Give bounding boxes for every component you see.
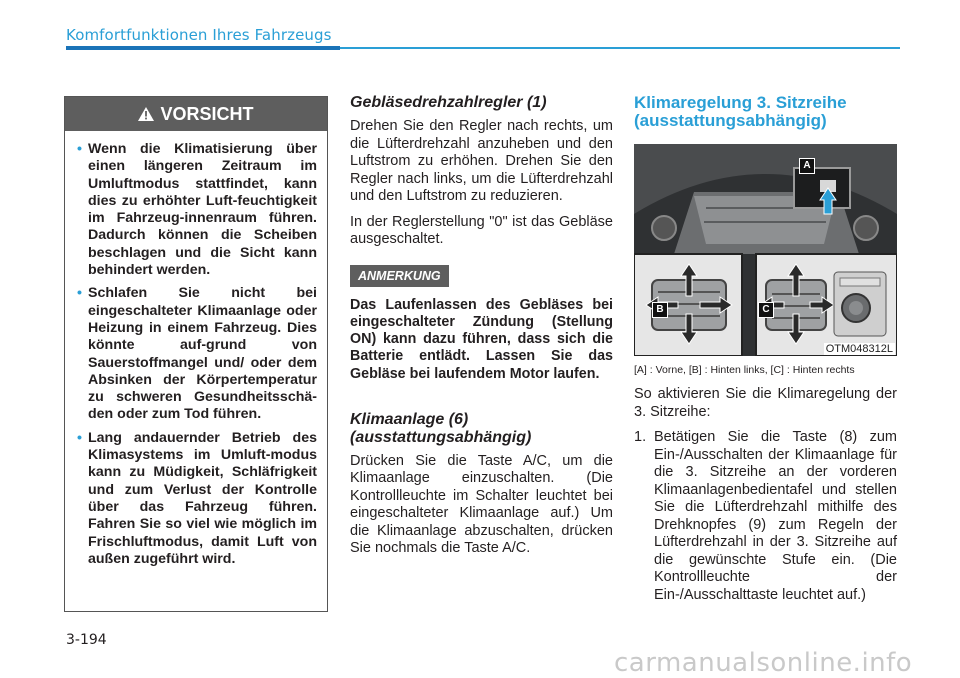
blower-heading: Gebläsedrehzahlregler (1) — [350, 94, 547, 111]
step-item — [634, 429, 897, 604]
third-row-climate-figure — [634, 144, 897, 356]
middle-column — [350, 90, 613, 566]
figure-label-c: C — [758, 302, 774, 318]
third-row-intro: So aktivieren Sie die Klimaregelung der 3. Sitzreihe: — [634, 386, 897, 420]
blower-off-paragraph: In der Reglerstellung "0" ist das Gebläse ausgeschaltet. — [350, 213, 613, 247]
ac-paragraph: Drücken Sie die Taste A/C, um die Klimaanlage einzuschalten. (Die Kontrollleuchte im Schalter leuchtet bei eingeschalteter Klimaanlage auf.) Um die Klimaanlage abzuschalten, drücken Sie nochmals die Taste A/C. — [350, 452, 613, 557]
ac-heading — [350, 411, 613, 447]
watermark: carmanualsonline.info — [614, 648, 913, 678]
step-text: Betätigen Sie die Taste (8) zum Ein-/Ausschalten der Klimaanlage für die 3. Sitzreihe an der vorderen Klimaanlagenbedientafel und stellen Sie die Lüfterdrehzahl mithilfe des Drehknopfes (9) zum Regeln der Lüfterdrehzahl in der 3. Sitzreihe auf die gewünschte Stufe ein. (Die Kontrollleuchte der Ein-/Ausschalttaste leuchtet auf.) — [654, 429, 897, 603]
bullet-icon: • — [77, 285, 82, 302]
caution-header — [65, 97, 327, 131]
section-header-title: Komfortfunktionen Ihres Fahrzeugs — [66, 26, 332, 44]
figure-code: OTM048312L — [825, 343, 893, 355]
caution-item — [77, 430, 317, 568]
ac-heading-line1: Klimaanlage (6) — [350, 410, 469, 428]
vehicle-interior-illustration — [634, 144, 897, 356]
bullet-icon: • — [77, 141, 82, 157]
caution-item-text: Wenn die Klimatisierung über einen längeren Zeitraum im Umluftmodus stattfindet, kann dies zu erhöhter Luft-feuchtigkeit im Fahrzeug-innenraum führen. Dadurch können die Scheiben beschlagen und die Sicht kann behindert werden. — [88, 141, 317, 279]
caution-list — [65, 131, 327, 568]
third-row-heading-line2: (ausstattungsabhängig) — [634, 111, 827, 130]
caution-item — [77, 141, 317, 279]
third-row-heading-line1: Klimaregelung 3. Sitzreihe — [634, 93, 847, 112]
warning-triangle-icon — [138, 107, 154, 121]
figure-label-a: A — [799, 158, 815, 174]
note-badge: ANMERKUNG — [350, 265, 449, 287]
note-text: Das Laufenlassen des Gebläses bei eingeschalteter Zündung (Stellung ON) kann dazu führen, dass sich die Batterie entlädt. Lassen Sie das Gebläse bei laufendem Motor laufen. — [350, 296, 613, 382]
figure-label-b: B — [652, 302, 668, 318]
page-number: 3-194 — [66, 632, 107, 648]
caution-item — [77, 285, 317, 423]
caution-item-text: Lang andauernder Betrieb des Klimasystems im Umluft-modus kann zu Müdigkeit, Schläfrigkeit und zum Verlust der Kontrolle über das Fahrzeug führen. Fahren Sie so viel wie möglich im Frischluftmodus, damit Luft von außen zugeführt wird. — [88, 429, 317, 567]
bullet-icon: • — [77, 429, 82, 446]
caution-title: VORSICHT — [160, 103, 254, 124]
caution-item-text: Schlafen Sie nicht bei eingeschalteter Klimaanlage oder Heizung in einem Fahrzeug. Dies könnte auf-grund von Sauerstoffmangel und/ oder dem Absinken der Körpertemperatur zu schweren Gesundheitsschä-den oder zum Tod führen. — [88, 285, 317, 423]
caution-box — [64, 96, 328, 612]
header-rule-dark — [66, 46, 340, 50]
third-row-heading — [634, 94, 897, 130]
header-rule-light — [340, 47, 900, 49]
figure-caption: [A] : Vorne, [B] : Hinten links, [C] : Hinten rechts — [634, 364, 855, 376]
step-number: 1. — [634, 429, 647, 445]
ac-heading-line2: (ausstattungsabhängig) — [350, 428, 532, 446]
blower-paragraph: Drehen Sie den Regler nach rechts, um die Lüfterdrehzahl anzuheben und den Luftstrom zu erhöhen. Drehen Sie den Regler nach links, um die Lüfterdrehzahl und den Luftstrom zu reduzieren. — [350, 118, 613, 204]
right-column — [634, 94, 897, 604]
